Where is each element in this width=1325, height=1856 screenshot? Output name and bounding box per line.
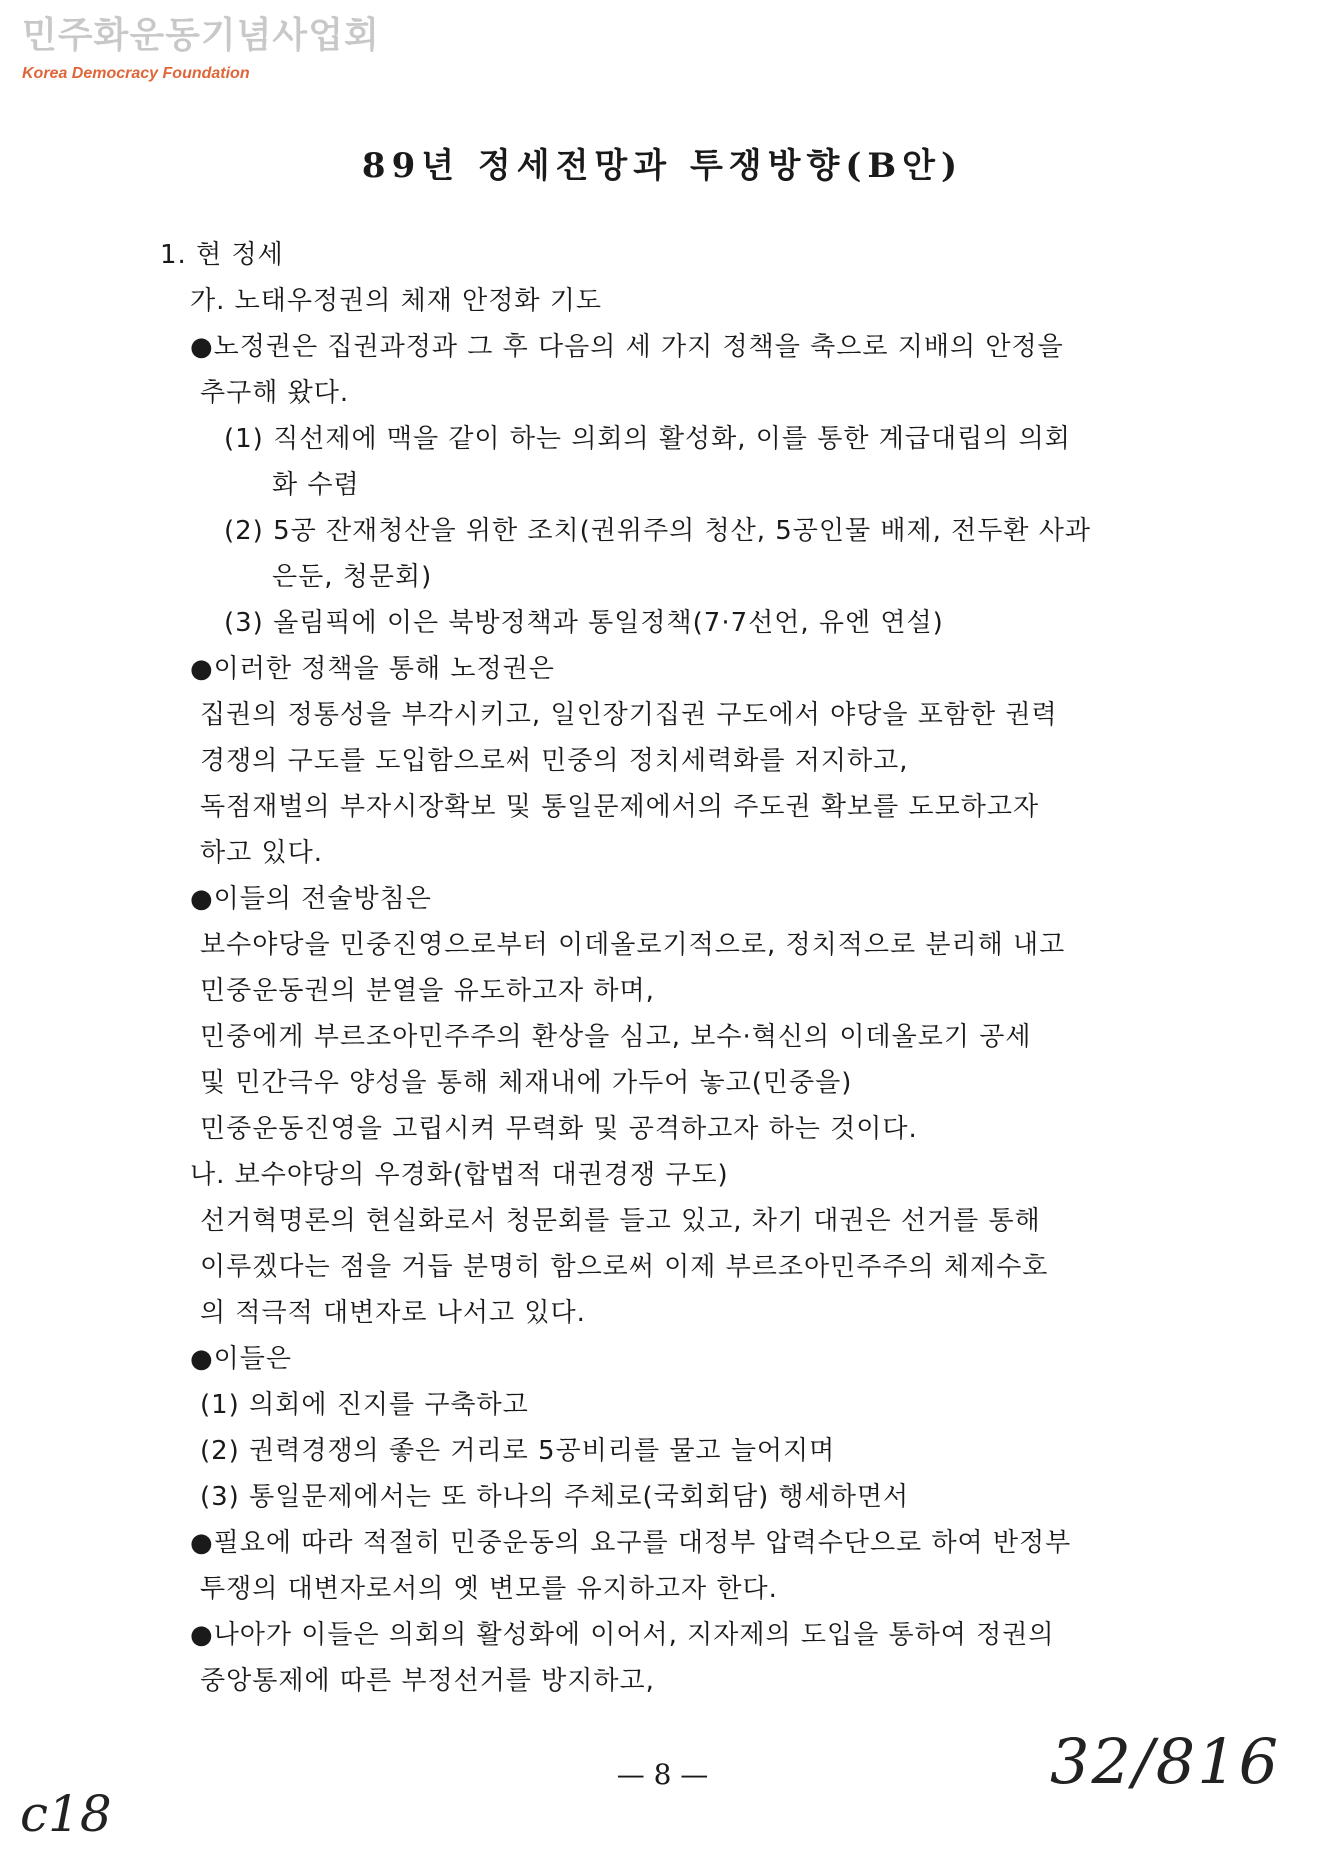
handwritten-archive-number: 32/816 — [1050, 1725, 1281, 1798]
numbered-item: (3) 통일문제에서는 또 하나의 주체로(국회회담) 행세하면서 — [200, 1482, 910, 1512]
body-line: 민중에게 부르조아민주주의 환상을 심고, 보수·혁신의 이데올로기 공세 — [200, 1022, 1032, 1052]
body-line: 보수야당을 민중진영으로부터 이데올로기적으로, 정치적으로 분리해 내고 — [200, 930, 1066, 960]
watermark-english: Korea Democracy Foundation — [22, 65, 250, 82]
body-line: 하고 있다. — [200, 838, 323, 868]
watermark-logo — [22, 14, 380, 84]
document-body — [160, 232, 1240, 1704]
subsection-heading: 나. 보수야당의 우경화(합법적 대권경쟁 구도) — [190, 1160, 729, 1190]
numbered-item: (1) 의회에 진지를 구축하고 — [200, 1390, 529, 1420]
body-line: 독점재벌의 부자시장확보 및 통일문제에서의 주도권 확보를 도모하고자 — [200, 792, 1040, 822]
body-line: 추구해 왔다. — [200, 378, 350, 408]
body-line: 및 민간극우 양성을 통해 체재내에 가두어 놓고(민중을) — [200, 1068, 853, 1098]
page-number: — 8 — — [616, 1758, 709, 1791]
numbered-item: (2) 권력경쟁의 좋은 거리로 5공비리를 물고 늘어지며 — [200, 1436, 836, 1466]
body-line: 은둔, 청문회) — [272, 562, 433, 592]
bullet-item: ●이러한 정책을 통해 노정권은 — [190, 654, 555, 684]
bullet-item: ●이들은 — [190, 1344, 293, 1374]
body-line: 선거혁명론의 현실화로서 청문회를 들고 있고, 차기 대권은 선거를 통해 — [200, 1206, 1041, 1236]
watermark-korean: 민주화운동기념사업회 — [22, 15, 380, 56]
body-line: 중앙통제에 따른 부정선거를 방지하고, — [200, 1666, 655, 1696]
bullet-item: ●나아가 이들은 의회의 활성화에 이어서, 지자제의 도입을 통하여 정권의 — [190, 1620, 1055, 1650]
section-heading: 1. 현 정세 — [160, 240, 284, 270]
body-line: 집권의 정통성을 부각시키고, 일인장기집권 구도에서 야당을 포함한 권력 — [200, 700, 1058, 730]
body-line: 투쟁의 대변자로서의 옛 변모를 유지하고자 한다. — [200, 1574, 778, 1604]
body-line: 의 적극적 대변자로 나서고 있다. — [200, 1298, 586, 1328]
bullet-item: ●노정권은 집권과정과 그 후 다음의 세 가지 정책을 축으로 지배의 안정을 — [190, 332, 1064, 362]
document-title: 89년 정세전망과 투쟁방향(B안) — [361, 146, 964, 186]
body-line: 화 수렴 — [272, 470, 360, 500]
body-line: 민중운동권의 분열을 유도하고자 하며, — [200, 976, 655, 1006]
subsection-heading: 가. 노태우정권의 체재 안정화 기도 — [190, 286, 602, 316]
numbered-item: (1) 직선제에 맥을 같이 하는 의회의 활성화, 이를 통한 계급대립의 의회 — [224, 424, 1071, 454]
body-line: 민중운동진영을 고립시켜 무력화 및 공격하고자 하는 것이다. — [200, 1114, 918, 1144]
handwritten-corner-mark: c18 — [20, 1785, 112, 1843]
body-line: 이루겠다는 점을 거듭 분명히 함으로써 이제 부르조아민주주의 체제수호 — [200, 1252, 1049, 1282]
bullet-item: ●필요에 따라 적절히 민중운동의 요구를 대정부 압력수단으로 하여 반정부 — [190, 1528, 1072, 1558]
body-line: 경쟁의 구도를 도입함으로써 민중의 정치세력화를 저지하고, — [200, 746, 909, 776]
numbered-item: (2) 5공 잔재청산을 위한 조치(권위주의 청산, 5공인물 배제, 전두환 사과 — [224, 516, 1091, 546]
bullet-item: ●이들의 전술방침은 — [190, 884, 432, 914]
numbered-item: (3) 올림픽에 이은 북방정책과 통일정책(7·7선언, 유엔 연설) — [224, 608, 944, 638]
